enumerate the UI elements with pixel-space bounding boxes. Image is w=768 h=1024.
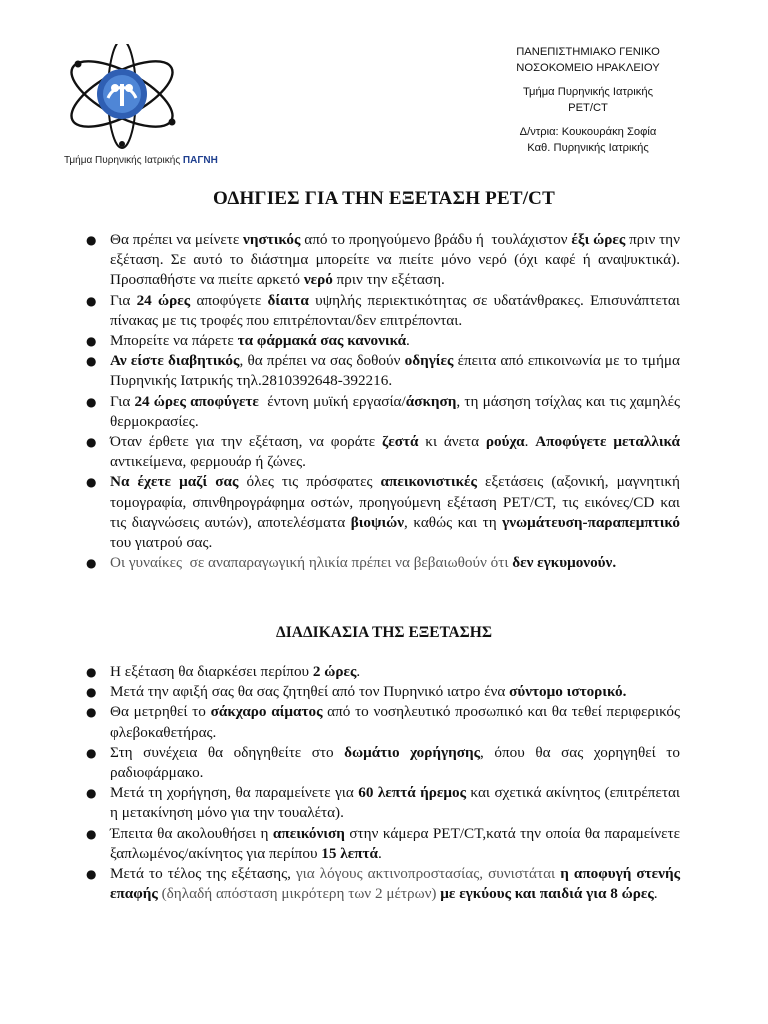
bullet-icon: ● — [86, 354, 97, 369]
bullet-icon: ● — [86, 665, 97, 679]
instruction-item-text: Για 24 ώρες αποφύγετε δίαιτα υψηλής περιεκτικότητας σε υδατάνθρακες. Επισυνάπτεται πίνακας με τις τροφές που επιτρέπονται/δεν επιτρέπονται. — [110, 291, 680, 329]
procedure-step-text: Η εξέταση θα διαρκέσει περίπου 2 ώρες. — [110, 663, 361, 680]
director-line: Καθ. Πυρηνικής Ιατρικής — [527, 142, 649, 154]
bullet-icon: ● — [86, 786, 97, 801]
bullet-icon: ● — [86, 705, 97, 720]
bullet-icon: ● — [86, 685, 97, 700]
instructions-list — [84, 230, 680, 573]
instruction-item-text: Οι γυναίκες σε αναπαραγωγική ηλικία πρέπει να βεβαιωθούν ότι δεν εγκυμονούν. — [110, 554, 617, 572]
hospital-logo — [60, 44, 240, 174]
hospital-name — [498, 44, 678, 76]
bullet-icon: ● — [86, 334, 97, 349]
instruction-item — [84, 432, 680, 472]
director-line: Δ/ντρια: Κουκουράκη Σοφία — [519, 126, 657, 138]
bullet-icon: ● — [86, 293, 97, 308]
instruction-item-text: Όταν έρθετε για την εξέταση, να φοράτε ζεστά κι άνετα ρούχα. Αποφύγετε μεταλλικά αντικείμενα, φερμουάρ ή ζώνες. — [110, 433, 681, 471]
procedure-step — [84, 783, 680, 823]
procedure-list — [84, 662, 680, 904]
logo-caption: Τμήμα Πυρηνικής Ιατρικής ΠΑΓΝΗ — [64, 155, 218, 166]
instruction-item-text: Αν είστε διαβητικός, θα πρέπει να σας δοθούν οδηγίες έπειτα από επικοινωνία με το τμήμα Πυρηνικής Ιατρικής τηλ.2810392648-392216. — [110, 352, 680, 390]
instruction-item — [84, 230, 680, 291]
hospital-name-line: ΝΟΣΟΚΟΜΕΙΟ ΗΡΑΚΛΕΙΟΥ — [516, 62, 660, 74]
procedure-section-title: ΔΙΑΔΙΚΑΣΙΑ ΤΗΣ ΕΞΕΤΑΣΗΣ — [276, 624, 492, 641]
bullet-icon: ● — [86, 745, 97, 760]
bullet-icon: ● — [86, 394, 97, 409]
department-name — [498, 84, 678, 116]
director-info — [498, 124, 678, 156]
instruction-item — [84, 351, 680, 391]
procedure-step-text: Μετά το τέλος της εξέτασης, για λόγους ακτινοπροστασίας, συνιστάται η αποφυγή στενής επαφής (δηλαδή απόσταση μικρότερη των 2 μέτρων) με εγκύους και παιδιά για 8 ώρες. — [110, 865, 680, 903]
procedure-step-text: Μετά τη χορήγηση, θα παραμείνετε για 60 λεπτά ήρεμος και σχετικά ακίνητος (επιτρέπεται η μετακίνηση μόνο για την τουαλέτα). — [110, 784, 680, 822]
bullet-icon: ● — [86, 435, 97, 450]
procedure-step — [84, 682, 680, 702]
bullet-icon: ● — [86, 475, 97, 490]
procedure-step-text: Στη συνέχεια θα οδηγηθείτε στο δωμάτιο χορήγησης, όπου θα σας χορηγηθεί το ραδιοφάρμακο. — [110, 743, 680, 782]
procedure-step — [84, 864, 680, 904]
procedure-step-text: Έπειτα θα ακολουθήσει η απεικόνιση στην κάμερα PET/CT,κατά την οποία θα παραμείνετε ξαπλωμένος/ακίνητος για περίπου 15 λεπτά. — [110, 824, 680, 862]
atom-logo-icon — [60, 44, 240, 154]
instruction-item-text: Θα πρέπει να μείνετε νηστικός από το προηγούμενο βράδυ ή τουλάχιστον έξι ώρες πριν την εξέταση. Σε αυτό το διάστημα μπορείτε να πιείτε μόνο νερό (όχι καφέ ή αναψυκτικά). Προσπαθήστε να πιείτε αρκετό νερό πριν την εξέταση. — [110, 231, 680, 289]
logo-brand-text: ΠΑΓΝΗ — [182, 155, 218, 166]
procedure-step-text: Μετά την αφιξή σας θα σας ζητηθεί από τον Πυρηνικό ιατρο ένα σύντομο ιστορικό. — [110, 683, 627, 701]
instruction-item — [84, 291, 680, 331]
hospital-name-line: ΠΑΝΕΠΙΣΤΗΜΙΑΚΟ ΓΕΝΙΚΟ — [516, 46, 660, 58]
procedure-step-text: Θα μετρηθεί το σάκχαρο αίματος από το νοσηλευτικό προσωπικό και θα τεθεί περιφερικός φλεβοκαθετήρας. — [110, 703, 680, 741]
procedure-step — [84, 702, 680, 742]
procedure-step — [84, 824, 680, 864]
bullet-icon: ● — [86, 233, 97, 247]
instruction-item — [84, 331, 680, 351]
instruction-item-text: Μπορείτε να πάρετε τα φάρμακά σας κανονικά. — [110, 332, 410, 350]
instruction-item — [84, 553, 680, 573]
department-name-line: Τμήμα Πυρηνικής Ιατρικής — [523, 86, 653, 98]
instruction-item — [84, 392, 680, 432]
procedure-step — [84, 743, 680, 783]
instruction-item — [84, 472, 680, 553]
instruction-item-text: Να έχετε μαζί σας όλες τις πρόσφατες απεικονιστικές εξετάσεις (αξονική, μαγνητική τομογραφία, σπινθηρογράφημα οστών, προηγούμενη εξέταση PET/CT, τις εικόνες/CD και τις διαγνώσεις αυτών), αποτελέσματα βιοψιών, καθώς και τη γνωμάτευση-παραπεμπτικό του γιατρού σας. — [110, 473, 681, 552]
procedure-step — [84, 662, 680, 682]
instruction-item-text: Για 24 ώρες αποφύγετε έντονη μυϊκή εργασία/άσκηση, τη μάσηση τσίχλας και τις χαμηλές θερμοκρασίες. — [110, 392, 680, 430]
department-name-line: PET/CT — [568, 102, 608, 114]
bullet-icon: ● — [86, 556, 97, 571]
organization-header — [498, 44, 678, 164]
bullet-icon: ● — [86, 826, 97, 841]
bullet-icon: ● — [86, 867, 97, 882]
page-title: ΟΔΗΓΙΕΣ ΓΙΑ ΤΗΝ ΕΞΕΤΑΣΗ PET/CT — [213, 188, 555, 209]
